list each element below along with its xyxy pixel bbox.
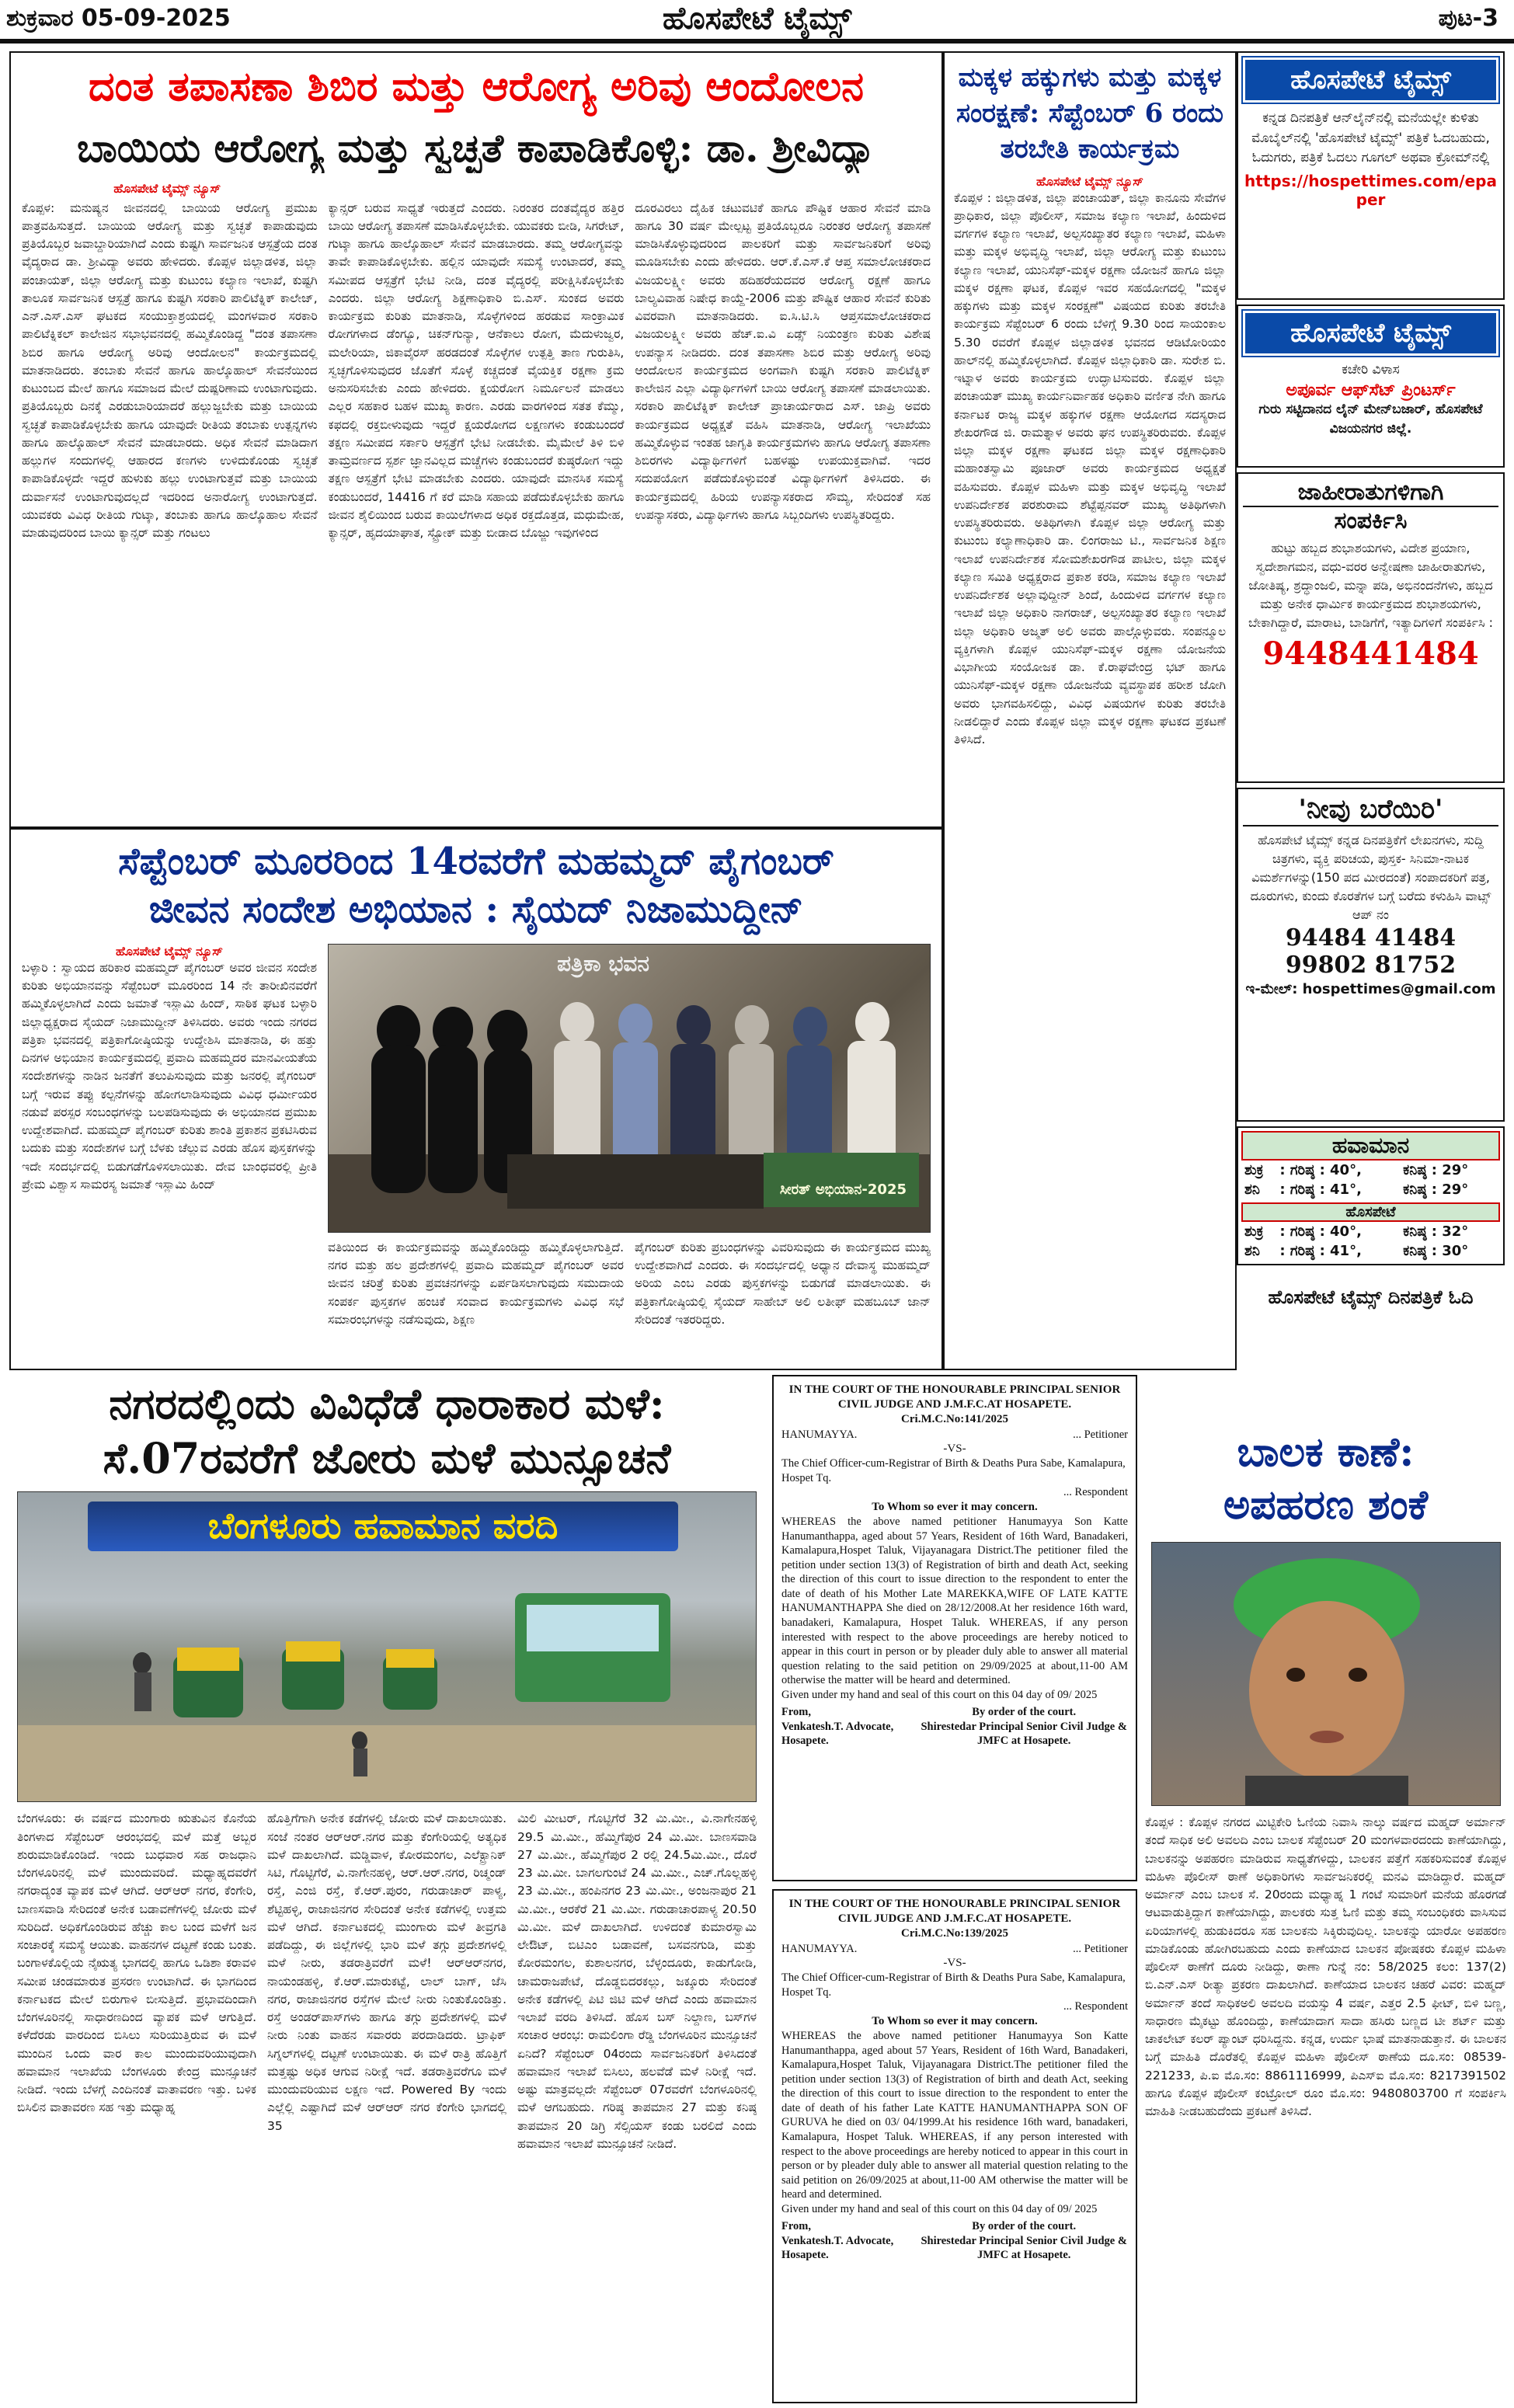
weather-max: : ಗರಿಷ್ಠ : 40°,	[1279, 1162, 1362, 1178]
weather-day: ಶನಿ	[1244, 1181, 1260, 1198]
header-rule	[0, 39, 1514, 43]
weather-max: : ಗರಿಷ್ಠ : 41°,	[1279, 1181, 1362, 1198]
story-seerat-headline-1: ಸೆಪ್ಟೆಂಬರ್ ಮೂರರಿಂದ 14ರವರೆಗೆ ಮಹಮ್ಮದ್ ಪೈಗಂಬರ್	[118, 840, 834, 883]
issue-date: ಶುಕ್ರವಾರ 05-09-2025	[6, 5, 231, 32]
story-seerat-byline: ಹೊಸಪೇಟೆ ಟೈಮ್ಸ್ ನ್ಯೂಸ್	[116, 943, 223, 959]
story-seerat-col-left: ಬಳ್ಳಾರಿ : ಸ್ವಾಯದ ಹರಿಕಾರ ಮಹಮ್ಮದ್ ಪೈಗಂಬರ್ ಅವರ ಜೀವನ ಸಂದೇಶ ಕುರಿತು ಅಭಿಯಾನವನ್ನು ಸೆಪ್ಟೆಂಬರ್ ಮೂರರಿಂದ 14 ನೇ ತಾರೀಖಿನವರೆಗೆ ಹಮ್ಮಿಕೊಳ್ಳಲಾಗಿದೆ ಎಂದು ಜಮಾತೆ ಇಸ್ಲಾಮಿ ಹಿಂದ್, ಸಾಠಿಕ ಘಟಕ ಬಳ್ಳಾರಿ ಜಿಲ್ಲಾಧ್ಯಕ್ಷರಾದ ಸೈಯದ್ ನಿಜಾಮುದ್ದೀನ್ ತಿಳಿಸಿದರು. ಅವರು ಇಂದು ನಗರದ ಪತ್ರಿಕಾ ಭವನದಲ್ಲಿ ಪತ್ರಿಕಾಗೋಷ್ಠಿಯನ್ನು ಉದ್ದೇಶಿಸಿ ಮಾತನಾಡಿ, ಈ ಹತ್ತು ದಿನಗಳ ಅಭಿಯಾನ ಕಾರ್ಯಕ್ರಮದಲ್ಲಿ ಪ್ರವಾದಿ ಮಹಮ್ಮದರ ಮಾನವೀಯತೆಯ ಸಂದೇಶಗಳನ್ನು ನಾಡಿನ ಜನತೆಗೆ ತಲುಪಿಸುವುದು ಮತ್ತು ಜನರಲ್ಲಿ ಪೈಗಂಬರ್ ಬಗ್ಗೆ ಇರುವ ತಪ್ಪು ಕಲ್ಪನೆಗಳನ್ನು ಹೋಗಲಾಡಿಸುವುದು ವಿವಿಧ ಧರ್ಮೀಯರ ನಡುವೆ ಪರಸ್ಪರ ಸಂಬಂಧಗಳನ್ನು ಬಲಪಡಿಸುವುದು ಈ ಅಭಿಯಾನದ ಪ್ರಮುಖ ಉದ್ದೇಶವಾಗಿದೆ. ಮಹಮ್ಮದ್ ಪೈಗಂಬರ್ ಕುರಿತು ಶಾಂತಿ ಪ್ರಕಾಶನ ಪ್ರಕಟಿಸಿರುವ ಬದುಕು ಮತ್ತು ಸಂದೇಶಗಳ ಬಗ್ಗೆ ಬೆಳಕು ಚೆಲ್ಲುವ ಎರಡು ಹೊಸ ಪುಸ್ತಕಗಳನ್ನು ಇದೇ ಸಂದರ್ಭದಲ್ಲಿ ಬಿಡುಗಡೆಗೊಳಿಸಲಾಯಿತು. ದೇವ ಬಾಂಧವರಲ್ಲಿ ಪ್ರೀತಿ ಪ್ರೇಮ ವಿಶ್ವಾಸ ಸಾಮರಸ್ಯ ಜಮಾತೆ ಇಸ್ಲಾಮಿ ಹಿಂದ್	[22, 960, 317, 1192]
ad-advertise-text: ಹುಟ್ಟು ಹಬ್ಬದ ಶುಭಾಶಯಗಳು, ವಿದೇಶ ಪ್ರಯಾಣ, ಸ್ವದೇಶಾಗಮನ, ವಧು-ವರರ ಅನ್ವೇಷಣಾ ಜಾಹೀರಾತುಗಳು, ಜೋತಿಷ್ಯ, ಶ್ರದ್ಧಾಂಜಲಿ, ಮನ್ನಾ ಪಡಿ, ಅಭಿನಂದನೆಗಳು, ಹಬ್ಬದ ಮತ್ತು ಅನೇಕ ಧಾರ್ಮಿಕ ಕಾರ್ಯಕ್ರಮದ ಶುಭಾಶಯಗಳು, ಬೇಕಾಗಿದ್ದಾರೆ, ಮಾರಾಟ, ಬಾಡಿಗೆಗೆ, ಇತ್ಯಾದಿಗಳಿಗೆ ಸಂಪರ್ಕಿಸಿ :	[1248, 541, 1493, 630]
ad-office-label: ಕಚೇರಿ ವಿಳಾಸ	[1342, 362, 1400, 378]
story-dental-col-3: ದೂರವಿರಲು ದೈಹಿಕ ಚಟುವಟಿಕೆ ಹಾಗೂ ಪೌಷ್ಟಿಕ ಆಹಾರ ಸೇವನೆ ಮಾಡಿ ಹಾಗೂ 30 ವರ್ಷ ಮೇಲ್ಪಟ್ಟ ಪ್ರತಿಯೊಬ್ಬರೂ ನಿರಂತರ ಆರೋಗ್ಯ ತಪಾಸಣೆ ಮಾಡಿಸಿಕೊಳ್ಳುವುದರಿಂದ ಪಾಲಕರಿಗೆ ಮತ್ತು ಸಾರ್ವಜನಿಕರಿಗೆ ಅರಿವು ಮೂಡಿಸಬೇಕು ಎಂದು ಹೇಳಿದರು. ಆರ್.ಕೆ.ಎಸ್.ಕೆ ಆಪ್ತ ಸಮಾಲೋಚಕರಾದ ವಿಜಯಲಕ್ಷ್ಮೀ ಅವರು ಹದಿಹರೆಯದವರ ಆರೋಗ್ಯ ರಕ್ಷಣೆ ಹಾಗೂ ಬಾಲ್ಯವಿವಾಹ ನಿಷೇಧ ಕಾಯ್ದೆ-2006 ಮತ್ತು ಪೌಷ್ಟಿಕ ಆಹಾರ ಸೇವನೆ ಕುರಿತು ವಿವರವಾಗಿ ಮಾತನಾಡಿದರು. ಐ.ಸಿ.ಟಿ.ಸಿ ಆಪ್ತಸಮಾಲೋಚಕರಾದ ವಿಜಯಲಕ್ಷ್ಮೀ ಅವರು ಹೆಚ್.ಐ.ವಿ ಏಡ್ಸ್ ನಿಯಂತ್ರಣ ಕುರಿತು ವಿಶೇಷ ಉಪನ್ಯಾಸ ನೀಡಿದರು. ದಂತ ತಪಾಸಣಾ ಶಿಬಿರ ಮತ್ತು ಆರೋಗ್ಯ ಅರಿವು ಆಂದೋಲನ ಕಾರ್ಯಕ್ರಮದ ಅಂಗವಾಗಿ ಕುಷ್ಟಗಿ ಸರಕಾರಿ ಪಾಲಿಟೆಕ್ನಿಕ್ ಕಾಲೇಜಿನ ಎಲ್ಲಾ ವಿದ್ಯಾರ್ಥಿಗಳಿಗೆ ಬಾಯಿ ಆರೋಗ್ಯ ತಪಾಸಣೆ ಮಾಡಲಾಯಿತು. ಸರಕಾರಿ ಪಾಲಿಟೆಕ್ನಿಕ್ ಕಾಲೇಜ್ ಪ್ರಾಚಾರ್ಯರಾದ ಎಸ್. ಜಾಪ್ರಿ ಅವರು ಕಾರ್ಯಕ್ರಮದ ಅಧ್ಯಕ್ಷತೆ ವಹಿಸಿ ಮಾತನಾಡಿ, ಆರೋಗ್ಯ ಇಲಾಖೆಯು ಹಮ್ಮಿಕೊಳ್ಳುವ ಇಂತಹ ಜಾಗೃತಿ ಕಾರ್ಯಕ್ರಮಗಳು ಹಾಗೂ ಆರೋಗ್ಯ ತಪಾಸಣಾ ಶಿಬಿರಗಳು ವಿದ್ಯಾರ್ಥಿಗಳಿಗೆ ಬಹಳಷ್ಟು ಉಪಯುಕ್ತವಾಗಿವೆ. ಇದರ ಸದುಪಯೋಗ ಪಡೆದುಕೊಳ್ಳುವಂತೆ ವಿದ್ಯಾರ್ಥಿಗಳಿಗೆ ತಿಳಿಸಿದರು. ಈ ಕಾರ್ಯಕ್ರಮದಲ್ಲಿ ಹಿರಿಯ ಉಪನ್ಯಾಸಕರಾದ ಸೌಮ್ಯ, ಸೇರಿದಂತೆ ಸಹ ಉಪನ್ಯಾಸಕರು, ವಿದ್ಯಾರ್ಥಿಗಳು ಹಾಗೂ ಸಿಬ್ಬಂದಿಗಳು ಉಪಸ್ಥಿತರಿದ್ದರು.	[635, 200, 931, 522]
rain-photo-banner: ಬೆಂಗಳೂರು ಹವಾಮಾನ ವರದಿ	[88, 1502, 678, 1551]
story-rain-col-2: ಹೊತ್ತಿಗೆಗಾಗಿ ಅನೇಕ ಕಡೆಗಳಲ್ಲಿ ಜೋರು ಮಳೆ ದಾಖಲಾಯಿತು. ಸಂಜೆ ನಂತರ ಆರ್‌ಆರ್.ನಗರ ಮತ್ತು ಕೆಂಗೇರಿಯಲ್ಲಿ ಅತ್ಯಧಿಕ ಮಳೆ ದಾಖಲಾಗಿದೆ. ಮಡ್ಡಿವಾಳ, ಕೋರಮಂಗಲ, ಎಲೆಕ್ಟ್ರಾನಿಕ್ ಸಿಟಿ, ಗೊಟ್ಟಿಗೆರೆ, ವಿ.ನಾಗೇನಹಳ್ಳಿ, ಆರ್.ಆರ್.ನಗರ, ರಿಚ್ಮಂಡ್ ರಸ್ತೆ, ಎಂಜಿ ರಸ್ತೆ, ಕೆ.ಆರ್.ಪುರಂ, ಗರುಡಾಚಾರ್ ಪಾಳ್ಯ, ಶೆಟ್ಟಿಹಳ್ಳಿ, ರಾಜಾಜಿನಗರ ಸೇರಿದಂತೆ ಅನೇಕ ಕಡೆಗಳಲ್ಲಿ ಉತ್ತಮ ಮಳೆ ಆಗಿದೆ. ಕರ್ನಾಟಕದಲ್ಲಿ ಮುಂಗಾರು ಮಳೆ ತೀವ್ರಗತಿ ಪಡೆದಿದ್ದು, ಈ ಜಿಲ್ಲೆಗಳಲ್ಲಿ ಭಾರಿ ಮಳೆ ತಗ್ಗು ಪ್ರದೇಶಗಳಲ್ಲಿ ಮಳೆ ನೀರು, ತಡರಾತ್ರಿವರೆಗೆ ಮಳೆ! ಆರ್‌ಆರ್‌ನಗರ, ನಾಯಂಡಹಳ್ಳಿ, ಕೆ.ಆರ್.ಮಾರುಕಟ್ಟೆ, ಲಾಲ್ ಬಾಗ್, ಜೆಸಿ ನಗರ, ರಾಜಾಜಿನಗರ ರಸ್ತೆಗಳ ಮೇಲೆ ನೀರು ನಿಂತುಕೊಂಡಿತ್ತು. ರಸ್ತೆ ಅಂಡರ್‌ಪಾಸ್‌ಗಳು ಹಾಗೂ ತಗ್ಗು ಪ್ರದೇಶಗಳಲ್ಲಿ ಮಳೆ ನೀರು ನಿಂತು ವಾಹನ ಸವಾರರು ಪರದಾಡಿದರು. ಟ್ರಾಫಿಕ್ ಸಿಗ್ನಲ್‌ಗಳಲ್ಲಿ ದಟ್ಟಣೆ ಉಂಟಾಯಿತು. ಈ ಮಳೆ ರಾತ್ರಿ ಹೊತ್ತಿಗೆ ಮತ್ತಷ್ಟು ಅಧಿಕ ಆಗುವ ನಿರೀಕ್ಷೆ ಇದೆ. ತಡರಾತ್ರಿವರೆಗೂ ಮಳೆ ಮುಂದುವರಿಯುವ ಲಕ್ಷಣ ಇದೆ. Powered By ಇಂದು ಎಲ್ಲೆಲ್ಲಿ ಎಷ್ಟಾಗಿದೆ ಮಳೆ ಆರ್‌ಆರ್ ನಗರ ಕೆಂಗೇರಿ ಭಾಗದಲ್ಲಿ 35	[267, 1811, 506, 2133]
story-child-rights	[943, 51, 1237, 1370]
press-meet-photo	[328, 944, 931, 1233]
weather-row	[1241, 1161, 1500, 1180]
story-child-rights-byline: ಹೊಸಪೇಟೆ ಟೈಮ್ಸ್ ನ್ಯೂಸ್	[1036, 173, 1143, 189]
notice-139-respondent-role: ... Respondent	[1063, 2000, 1128, 2013]
ad-write-text: ಹೊಸಪೇಟೆ ಟೈಮ್ಸ್ ಕನ್ನಡ ದಿನಪತ್ರಿಕೆಗೆ ಲೇಖನಗಳು, ಸುದ್ದಿ ಚಿತ್ರಗಳು, ವ್ಯಕ್ತಿ ಪರಿಚಯ, ಪುಸ್ತಕ- ಸಿನಿಮಾ-ನಾಟಕ ವಿಮರ್ಶೆಗಳನ್ನು(150 ಪದ ಮೀರದಂತೆ) ಸಂಪಾದಕರಿಗೆ ಪತ್ರ, ದೂರುಗಳು, ಕುಂದು ಕೊರತೆಗಳ ಬಗ್ಗೆ ಬರೆದು ಕಳುಹಿಸಿ ವಾಟ್ಸ್ ಆಪ್ ನಂ	[1250, 833, 1491, 922]
notice-141-respondent-role: ... Respondent	[1063, 1486, 1128, 1499]
story-dental-headline: ದಂತ ತಪಾಸಣಾ ಶಿಬಿರ ಮತ್ತು ಆರೋಗ್ಯ ಅರಿವು ಆಂದೋಲನ	[89, 63, 864, 110]
notice-141-petitioner-role: ... Petitioner	[1073, 1428, 1128, 1441]
story-rain-headline-2: ಸೆ.07ರವರೆಗೆ ಜೋರು ಮಳೆ ಮುನ್ಸೂಚನೆ	[103, 1433, 671, 1484]
sidebar	[1237, 51, 1505, 1370]
sidebar-footer: ಹೊಸಪೇಟೆ ಟೈಮ್ಸ್ ದಿನಪತ್ರಿಕೆ ಓದಿ	[1268, 1286, 1474, 1308]
story-dental-byline: ಹೊಸಪೇಟೆ ಟೈಮ್ಸ್ ನ್ಯೂಸ್	[113, 180, 221, 196]
notice-139-from: From,	[781, 2220, 811, 2233]
notice-139-body: WHEREAS the above named petitioner Hanumayya Son Katte Hanumanthappa, aged about 57 Years, Resident of 16th Ward, Banadakeri, Kamalapura,Hospet Taluk, Vijayanagara District.The petitioner filed the petition under section 13(3) of Registration of birth and death Act, seeking the direction of this court to issue direction to the respondent to enter the date of death of his father Late KATTE HANUMANTHAPPA SON OF GURUVA he died on 03/ 04/1999.At his residence 16th ward, banadakeri, Kamalapura, Hospet Taluk. WHEREAS, if any person interested with respect to the above proceedings are hereby noticed to appear in this court in person or by pleader duly able to answer all material question relating to the said petition on 26/09/2025 at about,11-00 AM otherwise the matter will be heard and determined.	[781, 2030, 1128, 2201]
ad-epaper-head: ಹೊಸಪೇಟೆ ಟೈಮ್ಸ್	[1243, 57, 1498, 103]
notice-139-court: IN THE COURT OF THE HONOURABLE PRINCIPAL SENIOR CIVIL JUDGE AND J.M.F.C.AT HOSAPETE.	[788, 1898, 1121, 1926]
notice-139-case: Cri.M.C.No:139/2025	[901, 1927, 1008, 1940]
weather-min: ಕನಿಷ್ಠ : 29°	[1403, 1162, 1469, 1178]
ad-write-phone-2[interactable]: 99802 81752	[1285, 952, 1457, 979]
story-missing-headline-2: ಅಪಹರಣ ಶಂಕೆ	[1223, 1481, 1429, 1529]
notice-141-to: To Whom so ever it may concern.	[872, 1500, 1038, 1513]
rain-photo	[17, 1491, 757, 1802]
notice-141-given: Given under my hand and seal of this court on this 04 day of 09/ 2025	[781, 1688, 1098, 1701]
story-rain-col-1: ಬೆಂಗಳೂರು: ಈ ವರ್ಷದ ಮುಂಗಾರು ಋತುವಿನ ಕೊನೆಯ ತಿಂಗಳಾದ ಸೆಪ್ಟೆಂಬರ್ ಆರಂಭದಲ್ಲಿ ಮಳೆ ಮತ್ತೆ ಅಬ್ಬರ ಶುರುಮಾಡಿಕೊಂಡಿದೆ. ಇಂದು ಬುಧವಾರ ಸಹ ರಾಜಧಾನಿ ಬೆಂಗಳೂರಿನಲ್ಲಿ ಮಳೆ ಮುಂದುವರಿದೆ. ಮಧ್ಯಾಹ್ನದವರೆಗೆ ನಗರಾದ್ಯಂತ ವ್ಯಾಪಕ ಮಳೆ ಆಗಿದೆ. ಆರ್‌ಆರ್ ನಗರ, ಕೆಂಗೇರಿ, ಬಾಣಸವಾಡಿ ಸೇರಿದಂತೆ ಅನೇಕ ಬಡಾವಣೆಗಳಲ್ಲಿ ಜೋರು ಮಳೆ ಸುರಿದಿದೆ. ಅಧಿಕಗೊಂಡಿರುವ ಹೆಚ್ಚು ಕಾಲ ಬಂದ ಮಳೆಗೆ ಜನ ಸಂಚಾರಕ್ಕೆ ಸಮಸ್ಯೆ ಆಯಿತು. ವಾಹನಗಳ ದಟ್ಟಣೆ ಕಂಡು ಬಂತು. ಬಂಗಾಳಕೊಲ್ಲಿಯ ನೈಋತ್ಯ ಭಾಗದಲ್ಲಿ ಹಾಗೂ ಒಡಿಶಾ ಕರಾವಳಿ ಸಮೀಪ ಚಂಡಮಾರುತ ಪ್ರಸರಣ ಉಂಟಾಗಿದೆ. ಈ ಭಾಗದಿಂದ ಕರ್ನಾಟಕದ ಮೇಲೆ ಬಿರುಗಾಳಿ ಬೀಸುತ್ತಿದೆ. ಪ್ರಭಾವದಿಂದಾಗಿ ಬೆಂಗಳೂರಿನಲ್ಲಿ ಸಾಧಾರಣದಿಂದ ವ್ಯಾಪಕ ಮಳೆ ಆಗುತ್ತಿದೆ. ಕಳೆದೆರಡು ವಾರದಿಂದ ಬಿಸಿಲು ಸುರಿಯುತ್ತಿರುವ ಈ ಮಳೆ ಮುಂದಿನ ಒಂದು ವಾರ ಕಾಲ ಮುಂದುವರಿಯುವುದಾಗಿ ಹವಾಮಾನ ಇಲಾಖೆಯ ಬೆಂಗಳೂರು ಕೇಂದ್ರ ಮುನ್ಸೂಚನೆ ನೀಡಿದೆ. ಇಂದು ಬೆಳಗ್ಗೆ ಎಂದಿನಂತೆ ವಾತಾವರಣ ಇತ್ತು. ಬಳಿಕ ಬಿಸಿಲಿನ ವಾತಾವರಣ ಸಹ ಇತ್ತು ಮಧ್ಯಾಹ್ನ	[17, 1811, 257, 2115]
notice-139-registrar: Shirestedar Principal Senior Civil Judge & JMFC at Hosapete.	[921, 2234, 1127, 2262]
story-child-rights-body: ಕೊಪ್ಪಳ : ಜಿಲ್ಲಾಡಳಿತ, ಜಿಲ್ಲಾ ಪಂಚಾಯತ್, ಜಿಲ್ಲಾ ಕಾನೂನು ಸೇವೆಗಳ ಪ್ರಾಧಿಕಾರ, ಜಿಲ್ಲಾ ಪೊಲೀಸ್, ಸಮಾಜ ಕಲ್ಯಾಣ ಇಲಾಖೆ, ಹಿಂದುಳಿದ ವರ್ಗಗಳ ಕಲ್ಯಾಣ ಇಲಾಖೆ, ಅಲ್ಪಸಂಖ್ಯಾತರ ಕಲ್ಯಾಣ ಇಲಾಖೆ, ಮಹಿಳಾ ಮತ್ತು ಮಕ್ಕಳ ಅಭಿವೃದ್ಧಿ ಇಲಾಖೆ, ಜಿಲ್ಲಾ ಆರೋಗ್ಯ ಮತ್ತು ಕುಟುಂಬ ಕಲ್ಯಾಣ ಇಲಾಖೆ, ಯುನಿಸೆಫ್-ಮಕ್ಕಳ ರಕ್ಷಣಾ ಯೋಜನೆ ಹಾಗೂ ಜಿಲ್ಲಾ ಮಕ್ಕಳ ರಕ್ಷಣಾ ಘಟಕ, ಕೊಪ್ಪಳ ಇವರ ಸಹಯೋಗದಲ್ಲಿ "ಮಕ್ಕಳ ಹಕ್ಕುಗಳು ಮತ್ತು ಮಕ್ಕಳ ಸಂರಕ್ಷಣೆ" ವಿಷಯದ ಕುರಿತು ತರಬೇತಿ ಕಾರ್ಯಕ್ರಮ ಸೆಪ್ಟೆಂಬರ್ 6 ರಂದು ಬೆಳಿಗ್ಗೆ 9.30 ರಿಂದ ಸಾಯಂಕಾಲ 5.30 ರವರೆಗೆ ಕೊಪ್ಪಳ ಜಿಲ್ಲಾಡಳಿತ ಭವನದ ಆಡಿಟೋರಿಯಂ ಹಾಲ್‌ನಲ್ಲಿ ಹಮ್ಮಿಕೊಳ್ಳಲಾಗಿದೆ. ಕೊಪ್ಪಳ ಜಿಲ್ಲಾಧಿಕಾರಿ ಡಾ. ಸುರೇಶ ಬಿ. ಇಟ್ನಾಳ ಅವರು ಕಾರ್ಯಕ್ರಮ ಉದ್ಘಾಟಿಸುವರು. ಕೊಪ್ಪಳ ಜಿಲ್ಲಾ ಪಂಚಾಯತ್ ಮುಖ್ಯ ಕಾರ್ಯನಿರ್ವಾಹಕ ಅಧಿಕಾರಿ ವರ್ಣಿತ ನೇಗಿ ಹಾಗೂ ಕರ್ನಾಟಕ ರಾಜ್ಯ ಮಕ್ಕಳ ಹಕ್ಕುಗಳ ರಕ್ಷಣಾ ಆಯೋಗದ ಸದಸ್ಯರಾದ ಶೇಖರಗೌಡ ಜಿ. ರಾಮತ್ನಾಳ ಅವರು ಘನ ಉಪಸ್ಥಿತರಿರುವರು. ಕೊಪ್ಪಳ ಜಿಲ್ಲಾ ಮಕ್ಕಳ ರಕ್ಷಣಾ ಘಟಕದ ಜಿಲ್ಲಾ ಮಕ್ಕಳ ರಕ್ಷಣಾಧಿಕಾರಿ ಮಹಾಂತಸ್ವಾಮಿ ಪೂಜಾರ್ ಅವರು ಕಾರ್ಯಕ್ರಮದ ಅಧ್ಯಕ್ಷತೆ ವಹಿಸುವರು. ಕೊಪ್ಪಳ ಮಹಿಳಾ ಮತ್ತು ಮಕ್ಕಳ ಅಭಿವೃದ್ಧಿ ಇಲಾಖೆ ಉಪನಿರ್ದೇಶಕ ಪರಶುರಾಮ ಶೆಟ್ಟೆಪ್ಪನವರ್ ಮುಖ್ಯ ಅತಿಥಿಗಳಾಗಿ ಉಪಸ್ಥಿತರಿರುವರು. ಅತಿಥಿಗಳಾಗಿ ಕೊಪ್ಪಳ ಜಿಲ್ಲಾ ಆರೋಗ್ಯ ಮತ್ತು ಕುಟುಂಬ ಕಲ್ಯಾಣಾಧಿಕಾರಿ ಡಾ. ಲಿಂಗರಾಜು ಟಿ., ಸಾರ್ವಜನಿಕ ಶಿಕ್ಷಣ ಇಲಾಖೆ ಉಪನಿರ್ದೇಶಕ ಸೋಮಶೇಖರಗೌಡ ಪಾಟೀಲ, ಜಿಲ್ಲಾ ಮಕ್ಕಳ ಕಲ್ಯಾಣ ಸಮಿತಿ ಅಧ್ಯಕ್ಷರಾದ ಪ್ರಕಾಶ ಕರಡಿ, ಸಮಾಜ ಕಲ್ಯಾಣ ಇಲಾಖೆ ಉಪನಿರ್ದೇಶಕ ಅಲ್ಲಾವುದ್ದೀನ್ ಶಿಂದೆ, ಹಿಂದುಳಿದ ವರ್ಗಗಳ ಕಲ್ಯಾಣ ಇಲಾಖೆ ಜಿಲ್ಲಾ ಅಧಿಕಾರಿ ನಾಗರಾಜ್, ಅಲ್ಪಸಂಖ್ಯಾತರ ಕಲ್ಯಾಣ ಇಲಾಖೆ ಜಿಲ್ಲಾ ಅಧಿಕಾರಿ ಅಜ್ಮತ್ ಅಲಿ ಅವರು ಪಾಲ್ಗೊಳ್ಳುವರು. ಸಂಪನ್ಮೂಲ ವ್ಯಕ್ತಿಗಳಾಗಿ ಕೊಪ್ಪಳ ಯುನಿಸೆಫ್-ಮಕ್ಕಳ ರಕ್ಷಣಾ ಯೋಜನೆಯ ವಿಭಾಗೀಯ ಸಂಯೋಜಕ ಡಾ. ಕೆ.ರಾಘವೇಂದ್ರ ಭಟ್ ಹಾಗೂ ಯುನಿಸೆಫ್-ಮಕ್ಕಳ ರಕ್ಷಣಾ ಯೋಜನೆಯ ವ್ಯವಸ್ಥಾಪಕ ಹರೀಶ ಜೋಗಿ ಅವರು ಭಾಗವಹಿಸಲಿದ್ದು, ವಿವಿಧ ವಿಷಯಗಳ ಕುರಿತು ತರಬೇತಿ ನೀಡಲಿದ್ದಾರೆ ಎಂದು ಕೊಪ್ಪಳ ಜಿಲ್ಲಾ ಮಕ್ಕಳ ರಕ್ಷಣಾ ಘಟಕದ ಪ್ರಕಟಣೆ ತಿಳಿಸಿದೆ.	[954, 190, 1226, 747]
weather-city-min: ಕನಿಷ್ಠ : 30°	[1403, 1243, 1469, 1259]
notice-139-to: To Whom so ever it may concern.	[872, 2014, 1038, 2027]
epaper-link[interactable]: https://hospettimes.com/epaper	[1244, 171, 1497, 209]
weather-city-day: ಶುಕ್ರ	[1244, 1223, 1264, 1240]
story-seerat-campaign	[9, 828, 943, 1370]
story-seerat-headline-2: ಜೀವನ ಸಂದೇಶ ಅಭಿಯಾನ : ಸೈಯದ್ ನಿಜಾಮುದ್ದೀನ್	[148, 888, 804, 932]
notice-139-respondent: The Chief Officer-cum-Registrar of Birth & Deaths Pura Sabe, Kamalapura, Hospet Tq.	[781, 1971, 1126, 1999]
weather-box	[1237, 1126, 1505, 1265]
ad-advertise	[1237, 472, 1505, 783]
ad-advertise-phone[interactable]: 9448441484	[1262, 635, 1479, 672]
story-rain-col-3: ಮಿಲಿ ಮೀಟರ್, ಗೊಟ್ಟಿಗೆರೆ 32 ಮಿ.ಮೀ., ವಿ.ನಾಗೇನಹಳ್ಳಿ 29.5 ಮಿ.ಮೀ., ಹೆಮ್ಮಿಗೆಪುರ 24 ಮಿ.ಮೀ. ಬಾಣಸವಾಡಿ 27 ಮಿ.ಮೀ., ಹೆಮ್ಮಿಗೆಪುರ 2 ರಲ್ಲಿ 24.5ಮಿ.ಮೀ., ದೊರೆ 23 ಮಿ.ಮೀ. ಬಾಗಲಗುಂಟೆ 24 ಮಿ.ಮೀ., ಎಚ್.ಗೊಲ್ಲಹಳ್ಳಿ 23 ಮಿ.ಮೀ., ಹಂಪಿನಗರ 23 ಮಿ.ಮೀ., ಅಂಜನಾಪುರ 21 ಮಿ.ಮೀ., ಆರಕೆರೆ 21 ಮಿ.ಮೀ. ಗರುಡಾಚಾರಪಾಳ್ಯ 20.50 ಮಿ.ಮೀ. ಮಳೆ ದಾಖಲಾಗಿದೆ. ಉಳಿದಂತೆ ಕುಮಾರಸ್ವಾಮಿ ಲೇಔಟ್, ಬಿಟಿಎಂ ಬಡಾವಣೆ, ಬಸವನಗುಡಿ, ಮತ್ತು ಕೋರಮಂಗಲ, ಕುಶಾಲನಗರ, ಬೆಳ್ಳಂದೂರು, ಕಾಡುಗೋಡಿ, ಚಾಮರಾಜಪೇಟೆ, ದೊಡ್ಡಬಿದರಕಲ್ಲು, ಜಕ್ಕೂರು ಸೇರಿದಂತೆ ಅನೇಕ ಕಡೆಗಳಲ್ಲಿ ಪಿಟಿ ಜಿಟಿ ಮಳೆ ಆಗಿದೆ ಎಂದು ಹವಾಮಾನ ಇಲಾಖೆ ವರದಿ ತಿಳಿಸಿದೆ. ಹೊಸ ಬಸ್ ನಿಲ್ದಾಣ, ಬಸ್‌ಗಳ ಸಂಚಾರ ಆರಂಭ: ರಾಮಲಿಂಗಾ ರೆಡ್ಡಿ ಬೆಂಗಳೂರಿನ ಮುನ್ಸೂಚನೆ ಏನಿದೆ? ಸೆಪ್ಟೆಂಬರ್ 04ರಂದು ಸಾರ್ವಜನಿಕರಿಗೆ ತಿಳಿಸಿದಂತೆ ಹವಾಮಾನ ಇಲಾಖೆ ಬಿಸಿಲು, ಹಲವೆಡೆ ಮಳೆ ನಿರೀಕ್ಷೆ ಇದೆ. ಅಷ್ಟು ಮಾತ್ರವಲ್ಲದೇ ಸೆಪ್ಟೆಂಬರ್ 07ರವರೆಗೆ ಬೆಂಗಳೂರಿನಲ್ಲಿ ಮಳೆ ಆಗಬಹುದು. ಗರಿಷ್ಠ ತಾಪಮಾನ 27 ಮತ್ತು ಕನಿಷ್ಠ ತಾಪಮಾನ 20 ಡಿಗ್ರಿ ಸೆಲ್ಸಿಯಸ್ ಕಂಡು ಬರಲಿದೆ ಎಂದು ಹವಾಮಾನ ಇಲಾಖೆ ಮುನ್ಸೂಚನೆ ನೀಡಿದೆ.	[517, 1811, 757, 2151]
masthead: ಹೊಸಪೇಟೆ ಟೈಮ್ಸ್	[662, 0, 852, 37]
story-rain	[9, 1370, 764, 2403]
weather-city-min: ಕನಿಷ್ಠ : 32°	[1403, 1223, 1469, 1240]
notice-139-petitioner-role: ... Petitioner	[1073, 1942, 1128, 1955]
ad-advertise-sub: ಸಂಪರ್ಕಿಸಿ	[1334, 507, 1408, 534]
notice-141-body: WHEREAS the above named petitioner Hanumayya Son Katte Hanumanthappa, aged about 57 Years, Resident of 16th Ward, Banadakeri, Kamalapura,Hospet Taluk, Vijayanagara District.The petitioner filed the petition under section 13(3) of Registration of birth and death Act, seeking the direction of this court to issue direction to the respondent to enter the date of death of his Mother Late MAREKKA,WIFE OF LATE KATTE HANUMANTHAPPA She died on 28/12/2008.At her residence 16th ward, banadakeri, Kamalapura, Hospet Taluk. WHEREAS, if any person interested with respect to the above proceedings are hereby noticed to appear in this court in person or by pleader duly able to answer all material question relating to the said petition on 29/09/2025 at about,11-00 AM otherwise the matter will be heard and determined.	[781, 1515, 1128, 1687]
story-dental-subheadline: ಬಾಯಿಯ ಆರೋಗ್ಯ ಮತ್ತು ಸ್ವಚ್ಛತೆ ಕಾಪಾಡಿಕೊಳ್ಳಿ: ಡಾ. ಶ್ರೀವಿದ್ಯಾ	[76, 124, 875, 171]
notice-141-respondent: The Chief Officer-cum-Registrar of Birth & Deaths Pura Sabe, Kamalapura, Hospet Tq.	[781, 1457, 1126, 1484]
story-dental-col-1: ಕೊಪ್ಪಳ: ಮನುಷ್ಯನ ಜೀವನದಲ್ಲಿ ಬಾಯಿಯ ಆರೋಗ್ಯ ಪ್ರಮುಖ ಪಾತ್ರವಹಿಸುತ್ತದೆ. ಬಾಯಿಯ ಆರೋಗ್ಯ ಮತ್ತು ಸ್ವಚ್ಛತೆ ಕಾಪಾಡುವುದು ಪ್ರತಿಯೊಬ್ಬರ ಜವಾಬ್ದಾರಿಯಾಗಿದೆ ಎಂದು ಕುಷ್ಟಗಿ ಸಾರ್ವಜನಿಕ ಆಸ್ಪತ್ರೆಯ ದಂತ ವೈದ್ಯರಾದ ಡಾ. ಶ್ರೀವಿದ್ಯಾ ಅವರು ಹೇಳಿದರು. ಕೊಪ್ಪಳ ಜಿಲ್ಲಾಡಳಿತ, ಜಿಲ್ಲಾ ಪಂಚಾಯತ್, ಜಿಲ್ಲಾ ಆರೋಗ್ಯ ಮತ್ತು ಕುಟುಂಬ ಕಲ್ಯಾಣ ಇಲಾಖೆ, ಕುಷ್ಟಗಿ ತಾಲೂಕ ಸಾರ್ವಜನಿಕ ಆಸ್ಪತ್ರೆ ಹಾಗೂ ಕುಷ್ಟಗಿ ಸರಕಾರಿ ಪಾಲಿಟೆಕ್ನಿಕ್ ಕಾಲೇಜ್, ಎನ್.ಎಸ್.ಎಸ್ ಘಟಕದ ಸಂಯುಕ್ತಾಶ್ರಯದಲ್ಲಿ ಮಂಗಳವಾರ ಸರಕಾರಿ ಪಾಲಿಟೆಕ್ನಿಕಲ್ ಕಾಲೇಜಿನ ಸಭಾಭವನದಲ್ಲಿ ಹಮ್ಮಿಕೊಂಡಿದ್ದ "ದಂತ ತಪಾಸಣಾ ಶಿಬಿರ ಹಾಗೂ ಆರೋಗ್ಯ ಅರಿವು ಆಂದೋಲನ" ಕಾರ್ಯಕ್ರಮದಲ್ಲಿ ಮಾತನಾಡಿದರು. ತಂಬಾಕು ಸೇವನೆ ಹಾಗೂ ಹಾಲ್ಕೊಹಾಲ್ ಸೇವನೆಯಿಂದ ಕುಟುಂಬದ ಮೇಲೆ ಹಾಗೂ ಸಮಾಜದ ಮೇಲೆ ದುಷ್ಪರಿಣಾಮ ಉಂಟಾಗುವುದು. ಪ್ರತಿಯೊಬ್ಬರು ದಿನಕ್ಕೆ ಎರಡುಬಾರಿಯಾದರೆ ಹಲ್ಲುಜ್ಜಬೇಕು ಮತ್ತು ಬಾಯಿಯ ಸ್ವಚ್ಛತೆ ಕಾಪಾಡಿಕೊಳ್ಳಬೇಕು ಹಾಗೂ ಯಾವುದೇ ರೀತಿಯ ತಂಬಾಕು ಉತ್ಪನ್ನಗಳು ಹಾಗೂ ಹಾಲ್ಕೊಹಾಲ್ ಸೇವನೆ ಮಾಡಬಾರದು. ಅಧಿಕ ಸೇವನೆ ಮಾಡಿದಾಗ ಹಲ್ಲುಗಳ ಸಂದುಗಳಲ್ಲಿ ಆಹಾರದ ಕಣಗಳು ಉಳಿದುಕೊಂಡು ಸ್ವಚ್ಛತೆ ಕಾಪಾಡಿಕೊಳ್ಳದೇ ಇದ್ದರೆ ಹುಳುಕು ಹಲ್ಲು ಉಂಟಾಗುತ್ತವೆ ಮತ್ತು ಬಾಯಿಯ ದುರ್ವಾಸನೆ ಉಂಟಾಗುವುದಲ್ಲದೆ ಇದರಿಂದ ಅನಾರೋಗ್ಯ ಉಂಟಾಗುತ್ತದೆ. ಯುವಕರು ವಿವಿಧ ರೀತಿಯ ಗುಟ್ಕಾ, ತಂಬಾಕು ಹಾಗೂ ಹಾಲ್ಕೊಹಾಲ ಸೇವನೆ ಮಾಡುವುದರಿಂದ ಬಾಯಿ ಕ್ಯಾನ್ಸರ್ ಮತ್ತು ಗಂಟಲು	[22, 200, 318, 541]
notice-141-case: Cri.M.C.No:141/2025	[901, 1413, 1008, 1426]
story-seerat-col-right: ಪೈಗಂಬರ್ ಕುರಿತು ಪ್ರಬಂಧಗಳನ್ನು ವಿವರಿಸುವುದು ಈ ಕಾರ್ಯಕ್ರಮದ ಮುಖ್ಯ ಉದ್ದೇಶವಾಗಿದೆ ಎಂದರು. ಈ ಸಂದರ್ಭದಲ್ಲಿ ಅಧ್ಯಾನ ದೇವಾಸ್ಥ ಮುಹಮ್ಮದ್ ಅರಿಯ ಎಂಬ ಎರಡು ಪುಸ್ತಕಗಳನ್ನು ಬಿಡುಗಡೆ ಮಾಡಲಾಯಿತು. ಈ ಪತ್ರಿಕಾಗೋಷ್ಠಿಯಲ್ಲಿ ಸೈಯದ್ ಸಾಹೇಬ್ ಅಲಿ ಲತೀಫ್ ಮಹಬೂಬ್ ಜಾನ್ ಸೇರಿದಂತೆ ಇತರರಿದ್ದರು.	[635, 1240, 931, 1327]
notice-141-advocate: Venkatesh.T. Advocate, Hosapete.	[781, 1720, 894, 1748]
weather-city-row	[1241, 1222, 1500, 1241]
notice-141-court: IN THE COURT OF THE HONOURABLE PRINCIPAL SENIOR CIVIL JUDGE AND J.M.F.C.AT HOSAPETE.	[788, 1383, 1121, 1411]
weather-row	[1241, 1180, 1500, 1199]
boy-portrait	[1152, 1543, 1501, 1806]
notice-139-advocate: Venkatesh.T. Advocate, Hosapete.	[781, 2234, 894, 2262]
ad-write-phone-1[interactable]: 94484 41484	[1285, 924, 1457, 952]
ad-epaper-text: ಕನ್ನಡ ದಿನಪತ್ರಿಕೆ ಆನ್‌ಲೈನ್‌ನಲ್ಲಿ ಮನೆಯಲ್ಲೇ ಕುಳಿತು ಮೊಬೈಲ್‌ನಲ್ಲಿ 'ಹೊಸಪೇಟೆ ಟೈಮ್ಸ್' ಪತ್ರಿಕೆ ಓದಬಹುದು, ಓದುಗರು, ಪತ್ರಿಕೆ ಓದಲು ಗೂಗಲ್ ಅಥವಾ ಕ್ರೋಮ್‌ನಲ್ಲಿ	[1251, 110, 1490, 165]
weather-city-day: ಶನಿ	[1244, 1243, 1260, 1259]
ad-office-head: ಹೊಸಪೇಟೆ ಟೈಮ್ಸ್	[1243, 311, 1498, 356]
story-seerat-col-mid: ವತಿಯಿಂದ ಈ ಕಾರ್ಯಕ್ರಮವನ್ನು ಹಮ್ಮಿಕೊಂಡಿದ್ದು ಹಮ್ಮಿಕೊಳ್ಳಲಾಗುತ್ತಿದೆ. ನಗರ ಮತ್ತು ಹಲ ಪ್ರದೇಶಗಳಲ್ಲಿ ಪ್ರವಾದಿ ಮಹಮ್ಮದ್ ಪೈಗಂಬರ್ ಅವರ ಜೀವನ ಚರಿತ್ರೆ ಕುರಿತು ಪ್ರವಚನಗಳನ್ನು ಏರ್ಪಡಿಸಲಾಗುವುದು ಸಮುದಾಯ ಸಂಪರ್ಕ ಪುಸ್ತಕಗಳ ಹಂಚಿಕೆ ಸಂವಾದ ಕಾರ್ಯಕ್ರಮಗಳು ವಿವಿಧ ಸಭೆ ಸಮಾರಂಭಗಳನ್ನು ನಡೆಸುವುದು, ಶಿಕ್ಷಣ	[328, 1240, 624, 1327]
notice-141-petitioner: HANUMAYYA.	[781, 1428, 858, 1441]
notice-141-registrar: Shirestedar Principal Senior Civil Judge & JMFC at Hosapete.	[921, 1720, 1127, 1748]
notice-141-vs: -VS-	[943, 1442, 966, 1456]
notice-139-vs: -VS-	[943, 1957, 966, 1970]
photo-wall-banner: ಪತ್ರಿಕಾ ಭವನ	[557, 950, 649, 976]
ad-write-to-us	[1237, 788, 1505, 1122]
notice-139-given: Given under my hand and seal of this court on this 04 day of 09/ 2025	[781, 2202, 1098, 2215]
weather-title: ಹವಾಮಾನ	[1241, 1131, 1500, 1161]
story-rain-headline-1: ನಗರದಲ್ಲಿಂದು ವಿವಿಧೆಡೆ ಧಾರಾಕಾರ ಮಳೆ:	[109, 1379, 665, 1428]
notice-141-from: From,	[781, 1706, 811, 1719]
weather-min: ಕನಿಷ್ಠ : 29°	[1403, 1181, 1469, 1198]
weather-city: ಹೊಸಪೇಟೆ	[1241, 1202, 1500, 1222]
ad-advertise-head: ಜಾಹೀರಾತುಗಳಿಗಾಗಿ	[1243, 478, 1498, 507]
ad-office	[1237, 304, 1505, 468]
missing-boy-photo	[1151, 1542, 1501, 1806]
weather-table	[1241, 1161, 1500, 1199]
weather-table-city	[1241, 1222, 1500, 1261]
weather-city-row	[1241, 1241, 1500, 1261]
notice-141-order: By order of the court.	[972, 1706, 1077, 1719]
story-missing-boy	[1145, 1426, 1506, 2403]
notice-139-petitioner: HANUMAYYA.	[781, 1942, 858, 1955]
ad-office-press: ಅಪೂರ್ವ ಆಫ್‌ಸೆಟ್ ಪ್ರಿಂಟರ್ಸ್	[1286, 380, 1456, 400]
story-missing-body: ಕೊಪ್ಪಳ : ಕೊಪ್ಪಳ ನಗರದ ಮಿಟ್ಟಿಕೇರಿ ಓಣಿಯ ನಿವಾಸಿ ನಾಲ್ಕು ವರ್ಷದ ಮಹ್ಮದ್ ಅರ್ಮಾನ್ ತಂದೆ ಸಾಧಿಕ ಅಲಿ ಅವಲದಿ ಎಂಬ ಬಾಲಕ ಸೆಪ್ಟೆಂಬರ್ 20 ಮಂಗಳವಾರದಂದು ಕಾಣೆಯಾಗಿದ್ದು, ಬಾಲಕನನ್ನು ಅಪಹರಣ ಮಾಡಿರುವ ಸಾಧ್ಯತೆಗಳಿದ್ದು, ಬಾಲಕನ ಪತ್ತೆಗೆ ಸಹಕರಿಸುವಂತೆ ಕೊಪ್ಪಳ ಮಹಿಳಾ ಪೊಲೀಸ್ ಠಾಣೆ ಅಧಿಕಾರಿಗಳು ಸಾರ್ವಜನಿಕರಲ್ಲಿ ಮನವಿ ಮಾಡಿದ್ದಾರೆ. ಮಹ್ಮದ್ ಅರ್ಮಾನ್ ಎಂಬ ಬಾಲಕ ಸೆ. 20ರಂದು ಮಧ್ಯಾಹ್ನ 1 ಗಂಟೆ ಸುಮಾರಿಗೆ ಮನೆಯ ಹೊರಗಡೆ ಆಟವಾಡುತ್ತಿದ್ದಾಗ ಕಾಣೆಯಾಗಿದ್ದು, ಪಾಲಕರು ಸುತ್ತ ಓಣಿ ಮತ್ತು ತಮ್ಮ ಸಂಬಂಧಿಕರು ವಾಸಿಸುವ ಏರಿಯಾಗಳಲ್ಲಿ ಹುಡುಕಿದರೂ ಸಹ ಬಾಲಕನು ಸಿಕ್ಕಿರುವುದಿಲ್ಲ. ಬಾಲಕನ್ನು ಯಾರೋ ಅಪಹರಣ ಮಾಡಿಕೊಂಡು ಹೋಗಿರಬಹುದು ಎಂದು ಕಾಣೆಯಾದ ಬಾಲಕನ ಪೋಷಕರು ಕೊಪ್ಪಳ ಮಹಿಳಾ ಪೊಲೀಸ್ ಠಾಣೆಗೆ ದೂರು ನೀಡಿದ್ದು, ಠಾಣಾ ಗುನ್ನೆ ನಂ: 58/2025 ಕಲಂ: 137(2) ಬಿ.ಎನ್.ಎಸ್ ರೀತ್ಯಾ ಪ್ರಕರಣ ದಾಖಲಾಗಿದೆ. ಕಾಣೆಯಾದ ಬಾಲಕನ ಚಹರೆ ವಿವರ: ಮಹ್ಮದ್ ಅರ್ಮಾನ್ ತಂದೆ ಸಾಧಿಕಅಲಿ ಅವಲದಿ ವಯಸ್ಸು 4 ವರ್ಷ, ಎತ್ತರ 2.5 ಫೀಟ್, ಬಿಳಿ ಬಣ್ಣ, ಸಾಧಾರಣ ಮೈಕಟ್ಟು ಹೊಂದಿದ್ದು, ಕಾಣೆಯಾದಾಗ ಸಾದಾ ಹಸಿರು ಬಣ್ಣದ ಟೀ ಶರ್ಟ್ ಮತ್ತು ಚಾಕಲೇಟ್ ಕಲರ್ ಪ್ಯಾಂಟ್ ಧರಿಸಿದ್ದನು. ಕನ್ನಡ, ಉರ್ದು ಭಾಷೆ ಮಾತನಾಡುತ್ತಾನೆ. ಈ ಬಾಲಕನ ಬಗ್ಗೆ ಮಾಹಿತಿ ದೊರೆತಲ್ಲಿ ಕೊಪ್ಪಳ ಮಹಿಳಾ ಪೊಲೀಸ್ ಠಾಣೆಯ ದೂ.ಸಂ: 08539-221233, ಪಿ.ಐ ಮೊ.ಸಂ: 8861116999, ಪಿಎಸ್‌ಐ ಮೊ.ಸಂ: 8217391502 ಹಾಗೂ ಕೊಪ್ಪಳ ಪೊಲೀಸ್ ಕಂಟ್ರೋಲ್ ರೂಂ ಮೊ.ಸಂ: 9480803700 ಗೆ ಸಂಪರ್ಕಿಸಿ ಮಾಹಿತಿ ನೀಡಬಹುದೆಂದು ಪ್ರಕಟಣೆ ತಿಳಿಸಿದೆ.	[1145, 1815, 1506, 2119]
notice-139-order: By order of the court.	[972, 2220, 1077, 2233]
court-notice-141	[772, 1375, 1137, 1881]
story-dental-col-2: ಕ್ಯಾನ್ಸರ್ ಬರುವ ಸಾಧ್ಯತೆ ಇರುತ್ತದೆ ಎಂದರು. ನಿರಂತರ ದಂತವೈದ್ಯರ ಹತ್ತಿರ ಬಾಯಿ ಆರೋಗ್ಯ ತಪಾಸಣೆ ಮಾಡಿಸಿಕೊಳ್ಳಬೇಕು. ಯುವಕರು ಬೀಡಿ, ಸಿಗರೇಟ್, ಗುಟ್ಕಾ ಹಾಗೂ ಹಾಲ್ಕೊಹಾಲ್ ಸೇವನೆ ಮಾಡಬಾರದು. ತಮ್ಮ ಆರೋಗ್ಯವನ್ನು ತಾವೇ ಕಾಪಾಡಿಕೊಳ್ಳಬೇಕು. ಹಲ್ಲಿನ ಯಾವುದೇ ಸಮಸ್ಯೆ ಉಂಟಾದರೆ, ತಮ್ಮ ಸಮೀಪದ ಆಸ್ಪತ್ರೆಗೆ ಭೇಟಿ ನೀಡಿ, ದಂತ ವೈದ್ಯರಲ್ಲಿ ಪರೀಕ್ಷಿಸಿಕೊಳ್ಳಬೇಕು ಎಂದರು. ಜಿಲ್ಲಾ ಆರೋಗ್ಯ ಶಿಕ್ಷಣಾಧಿಕಾರಿ ಬಿ.ಎಸ್. ಸುಂಕದ ಅವರು ಕಾರ್ಯಕ್ರಮ ಕುರಿತು ಮಾತನಾಡಿ, ಸೊಳ್ಳೆಗಳಿಂದ ಹರಡುವ ಸಾಂಕ್ರಾಮಿಕ ರೋಗಗಳಾದ ಡೆಂಗ್ಯೂ, ಚಿಕನ್‌ಗುನ್ಯಾ, ಆನೆಕಾಲು ರೋಗ, ಮೆದುಳುಜ್ವರ, ಮಲೇರಿಯಾ, ಜಿಕಾವೈರಸ್ ಹರಡದಂತೆ ಸೊಳ್ಳೆಗಳ ಉತ್ಪತ್ತಿ ತಾಣ ಗುರುತಿಸಿ, ಸ್ವಚ್ಛಗೊಳಿಸುವುದರ ಜೊತೆಗೆ ಸೊಳ್ಳೆ ಕಚ್ಚದಂತೆ ವೈಯಕ್ತಿಕ ರಕ್ಷಣಾ ಕ್ರಮ ಅನುಸರಿಸಬೇಕು ಎಂದು ಹೇಳಿದರು. ಕ್ಷಯರೋಗ ನಿರ್ಮೂಲನೆ ಮಾಡಲು ಎಲ್ಲರ ಸಹಕಾರ ಬಹಳ ಮುಖ್ಯ ಕಾರಣ. ಎರಡು ವಾರಗಳಿಂದ ಸತತ ಕೆಮ್ಮು, ಕಫದಲ್ಲಿ ರಕ್ತಬೀಳುವುದು ಇದ್ದರೆ ಕ್ಷಯರೋಗದ ಲಕ್ಷಣಗಳು ಕಂಡುಬಂದರೆ ತಕ್ಷಣ ಸಮೀಪದ ಸರ್ಕಾರಿ ಆಸ್ಪತ್ರೆಗೆ ಭೇಟಿ ನೀಡಬೇಕು. ಮೈಮೇಲೆ ತಿಳಿ ಬಿಳಿ ತಾಮ್ರವರ್ಣದ ಸ್ಪರ್ಶ ಜ್ಞಾನವಿಲ್ಲದ ಮಚ್ಚೆಗಳು ಕಂಡುಬಂದರೆ ಕುಷ್ಠರೋಗ ಇದ್ದು ತಕ್ಷಣ ಆಸ್ಪತ್ರೆಗೆ ಭೇಟಿ ಮಾಡಬೇಕು ಎಂದರು. ಯಾವುದೇ ಮಾನಸಿಕ ಸಮಸ್ಯೆ ಕಂಡುಬಂದರೆ, 14416 ಗೆ ಕರೆ ಮಾಡಿ ಸಹಾಯ ಪಡೆದುಕೊಳ್ಳಬೇಕು ಹಾಗೂ ಜೀವನ ಶೈಲಿಯಿಂದ ಬರುವ ಕಾಯಿಲೆಗಳಾದ ಅಧಿಕ ರಕ್ತದೊತ್ತಡ, ಮಧುಮೇಹ, ಕ್ಯಾನ್ಸರ್, ಹೃದಯಾಘಾತ, ಸ್ಟ್ರೋಕ್ ಮತ್ತು ಬೀಡಾದ ಬೊಜ್ಜು ಇವುಗಳಿಂದ	[328, 200, 625, 541]
weather-city-max: : ಗರಿಷ್ಠ : 40°,	[1279, 1223, 1362, 1240]
story-child-rights-headline: ಮಕ್ಕಳ ಹಕ್ಕುಗಳು ಮತ್ತು ಮಕ್ಕಳ ಸಂರಕ್ಷಣೆ: ಸೆಪ್ಟೆಂಬರ್ 6 ರಂದು ತರಬೇತಿ ಕಾರ್ಯಕ್ರಮ	[956, 62, 1223, 165]
weather-day: ಶುಕ್ರ	[1244, 1162, 1264, 1178]
story-dental-camp	[9, 51, 943, 828]
ad-office-address: ಗುರು ಸಟ್ಟಿದಾನದ ಲೈನ್ ಮೇನ್‌ಬಜಾರ್, ಹೊಸಪೇಟೆ ವಿಜಯನಗರ ಜಿಲ್ಲೆ.	[1258, 401, 1483, 437]
ad-write-email[interactable]: ಇ-ಮೇಲ್: hospettimes@gmail.com	[1245, 981, 1496, 997]
ad-write-head: 'ನೀವು ಬರೆಯಿರಿ'	[1243, 794, 1498, 826]
weather-city-max: : ಗರಿಷ್ಠ : 41°,	[1279, 1243, 1362, 1259]
court-notice-139	[772, 1889, 1137, 2403]
story-missing-headline-1: ಬಾಲಕ ಕಾಣೆ:	[1237, 1428, 1415, 1476]
photo-display-board: ಸೀರತ್ ಅಭಿಯಾನ-2025	[779, 1181, 907, 1198]
page-number: ಪುಟ-3	[1438, 5, 1498, 32]
rain-street-scene	[18, 1492, 757, 1802]
ad-epaper	[1237, 51, 1505, 300]
